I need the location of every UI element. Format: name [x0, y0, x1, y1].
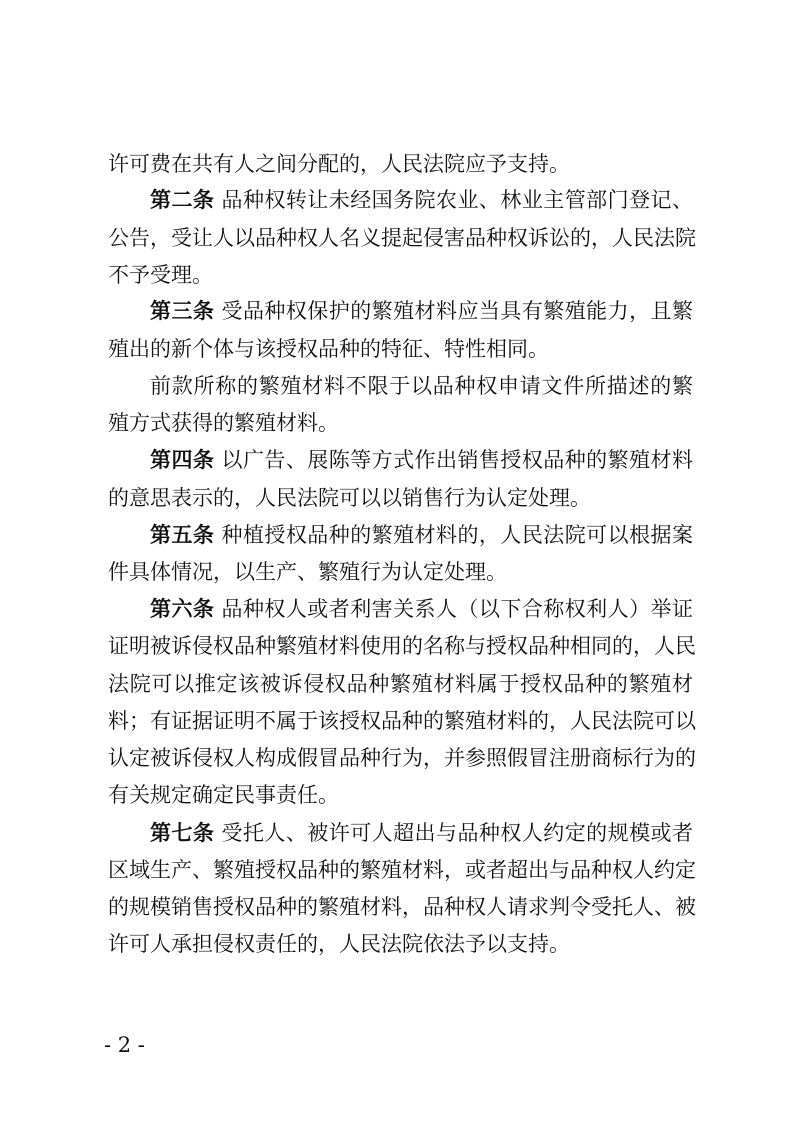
- page-number: - 2 -: [104, 1033, 145, 1057]
- text-line: [108, 261, 693, 289]
- text-line: [108, 335, 693, 363]
- line-text: 品种权人或者利害关系人（以下合称权利人）举证: [214, 597, 693, 621]
- line-text: 种植授权品种的繁殖材料的，人民法院可以根据案: [214, 523, 693, 547]
- line-text: 证明被诉侵权品种繁殖材料使用的名称与授权品种相同的，人民: [108, 634, 696, 658]
- text-line: [108, 484, 693, 512]
- article-line: [150, 446, 693, 474]
- line-text: 前款所称的繁殖材料不限于以品种权申请文件所描述的繁: [150, 374, 693, 398]
- article-heading: 第五条: [150, 523, 215, 547]
- text-line: [108, 744, 696, 772]
- text-line: [108, 409, 693, 437]
- line-text: 殖出的新个体与该授权品种的特征、特性相同。: [108, 337, 549, 361]
- line-text: 许可人承担侵权责任的，人民法院依法予以支持。: [108, 932, 570, 956]
- line-text: 公告，受让人以品种权人名义提起侵害品种权诉讼的，人民法院: [108, 226, 696, 250]
- text-line: [108, 856, 696, 884]
- text-line: [108, 930, 693, 958]
- article-heading: 第三条: [150, 299, 215, 323]
- line-text: 认定被诉侵权人构成假冒品种行为，并参照假冒注册商标行为的: [108, 746, 696, 770]
- line-text: 法院可以推定该被诉侵权品种繁殖材料属于授权品种的繁殖材: [108, 672, 693, 696]
- line-text: 殖方式获得的繁殖材料。: [108, 411, 339, 435]
- text-line: [150, 372, 693, 400]
- text-line: [108, 670, 693, 698]
- text-line: [108, 893, 696, 921]
- text-line: [108, 558, 693, 586]
- article-heading: 第二条: [150, 188, 215, 212]
- text-line: [108, 150, 693, 178]
- article-line: [150, 297, 693, 325]
- line-text: 的意思表示的，人民法院可以以销售行为认定处理。: [108, 486, 591, 510]
- article-heading: 第六条: [150, 597, 215, 621]
- line-text: 料；有证据证明不属于该授权品种的繁殖材料的，人民法院可以: [108, 709, 696, 733]
- article-heading: 第七条: [150, 821, 215, 845]
- line-text: 有关规定确定民事责任。: [108, 783, 339, 807]
- article-line: [150, 819, 693, 847]
- text-line: [108, 707, 696, 735]
- line-text: 件具体情况，以生产、繁殖行为认定处理。: [108, 560, 507, 584]
- text-line: [108, 781, 693, 809]
- line-text: 品种权转让未经国务院农业、林业主管部门登记、: [214, 188, 693, 212]
- text-line: [108, 224, 696, 252]
- line-text: 不予受理。: [108, 263, 213, 287]
- line-text: 以广告、展陈等方式作出销售授权品种的繁殖材料: [214, 448, 693, 472]
- line-text: 受托人、被许可人超出与品种权人约定的规模或者: [214, 821, 693, 845]
- article-line: [150, 521, 693, 549]
- article-line: [150, 186, 693, 214]
- article-heading: 第四条: [150, 448, 215, 472]
- line-text: 区域生产、繁殖授权品种的繁殖材料，或者超出与品种权人约定: [108, 858, 696, 882]
- line-text: 的规模销售授权品种的繁殖材料，品种权人请求判令受托人、被: [108, 895, 696, 919]
- line-text: 受品种权保护的繁殖材料应当具有繁殖能力，且繁: [214, 299, 693, 323]
- article-line: [150, 595, 693, 623]
- text-line: [108, 632, 696, 660]
- line-text: 许可费在共有人之间分配的，人民法院应予支持。: [108, 152, 570, 176]
